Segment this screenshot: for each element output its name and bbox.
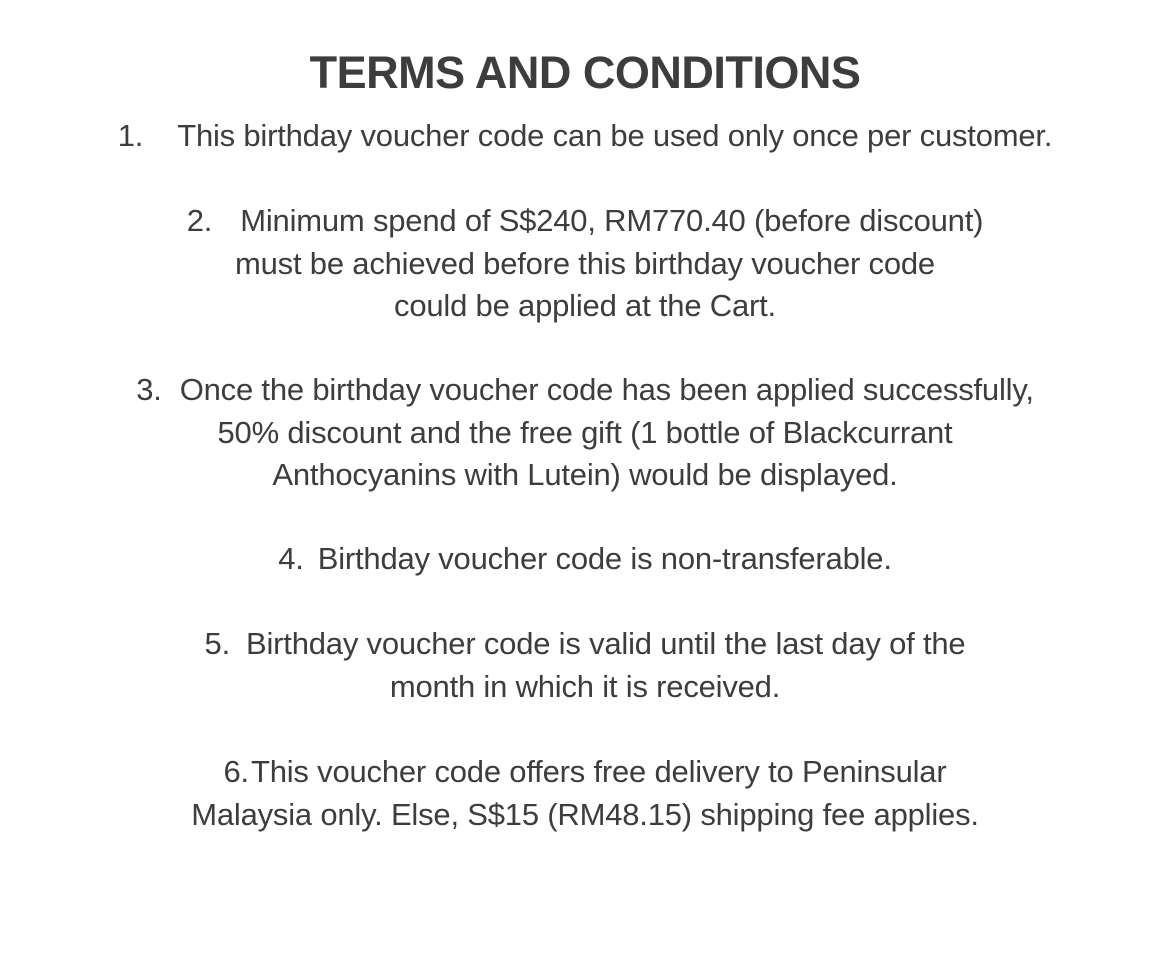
term-text: could be applied at the Cart. bbox=[394, 288, 776, 323]
term-text: month in which it is received. bbox=[389, 668, 781, 704]
term-line bbox=[0, 369, 1170, 412]
term-line bbox=[0, 200, 1170, 243]
term-text: Once the birthday voucher code has been applied successfully, bbox=[179, 372, 1034, 407]
term-line bbox=[0, 623, 1170, 666]
term-text: Birthday voucher code is valid until the last day of the bbox=[246, 626, 966, 661]
term-text: This birthday voucher code can be used only once per customer. bbox=[177, 118, 1053, 153]
term-line bbox=[0, 751, 1170, 794]
term-text: 50% discount and the free gift (1 bottle of Blackcurrant bbox=[217, 414, 953, 450]
term-item-6 bbox=[0, 751, 1170, 836]
page-title: TERMS AND CONDITIONS bbox=[309, 47, 861, 98]
term-line bbox=[0, 538, 1170, 581]
term-number: 3. bbox=[136, 372, 162, 407]
term-number: 4. bbox=[278, 541, 304, 576]
term-line bbox=[0, 115, 1170, 158]
term-item-2 bbox=[0, 200, 1170, 328]
term-number: 5. bbox=[204, 626, 231, 661]
term-item-5 bbox=[0, 623, 1170, 708]
term-item-3 bbox=[0, 369, 1170, 497]
term-text: Malaysia only. Else, S$15 (RM48.15) shipping fee applies. bbox=[191, 796, 979, 832]
term-text: must be achieved before this birthday voucher code bbox=[235, 245, 935, 281]
term-text: Birthday voucher code is non-transferable. bbox=[317, 541, 892, 576]
term-text: Anthocyanins with Lutein) would be displayed. bbox=[272, 457, 898, 492]
term-number: 1. bbox=[117, 118, 144, 153]
term-item-4 bbox=[0, 538, 1170, 581]
term-text: This voucher code offers free delivery to Peninsular bbox=[250, 754, 947, 789]
term-text: Minimum spend of S$240, RM770.40 (before discount) bbox=[240, 203, 984, 238]
term-item-1 bbox=[0, 115, 1170, 158]
term-number: 2. bbox=[186, 203, 213, 238]
term-number: 6. bbox=[223, 754, 249, 789]
